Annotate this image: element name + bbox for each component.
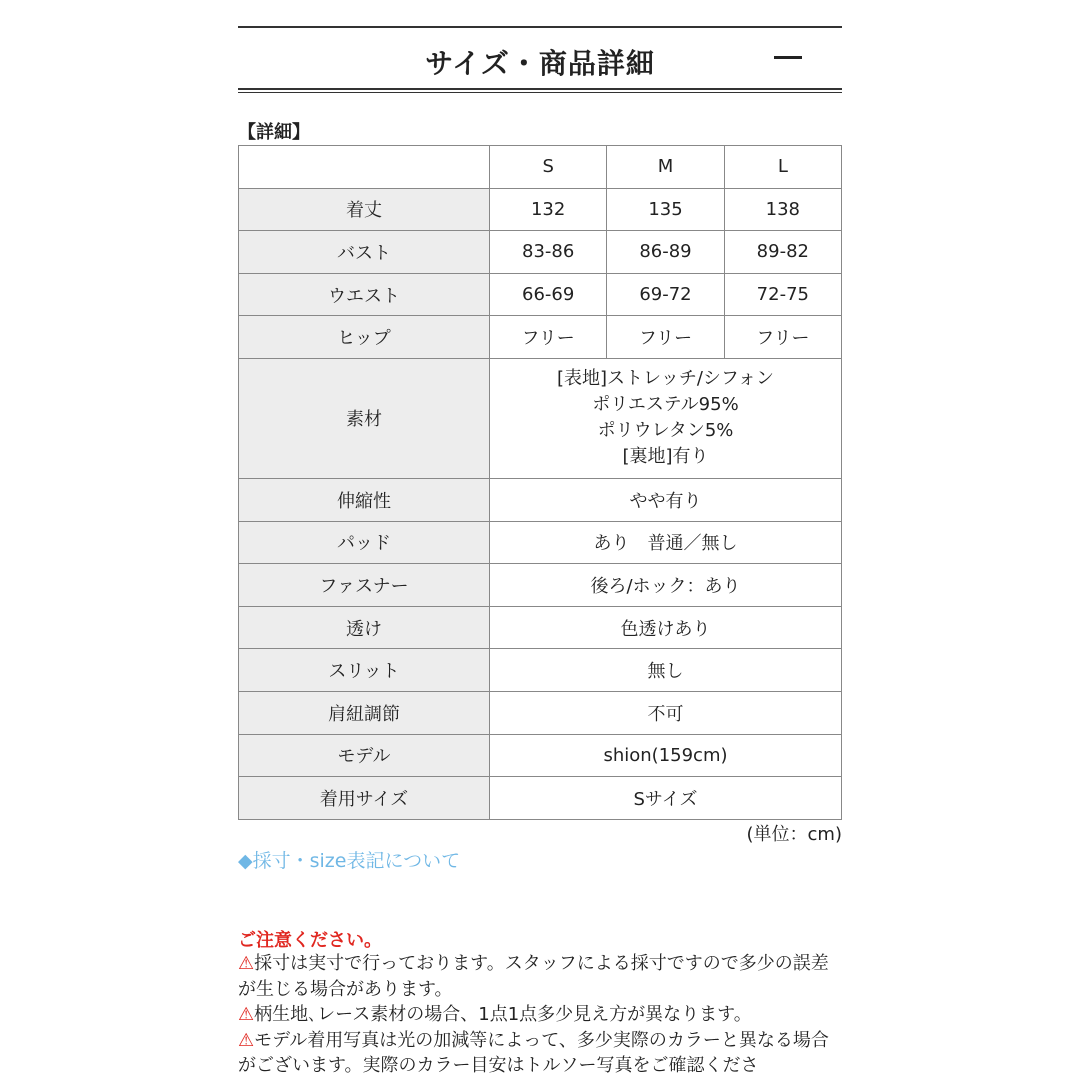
table-row — [239, 316, 842, 359]
cell-length-m: 135 — [607, 188, 724, 231]
cell-pad: あり 普通／無し — [490, 521, 842, 564]
cell-waist-m: 69-72 — [607, 273, 724, 316]
cell-hip-s: フリー — [490, 316, 607, 359]
table-header-row — [239, 146, 842, 189]
row-label-worn-size: 着用サイズ — [239, 777, 490, 820]
table-row — [239, 521, 842, 564]
cell-worn-size: Sサイズ — [490, 777, 842, 820]
cell-bust-s: 83-86 — [490, 231, 607, 274]
cell-stretch: やや有り — [490, 478, 842, 521]
caution-note — [238, 1028, 842, 1079]
cell-bust-l: 89-82 — [724, 231, 841, 274]
material-line: ポリウレタン5% — [597, 420, 734, 442]
cell-waist-s: 66-69 — [490, 273, 607, 316]
caution-note-text: 採寸は実寸で行っております。スタッフによる採寸ですので多少の誤差が生じる場合があります。 — [238, 953, 829, 1000]
cell-strap: 不可 — [490, 691, 842, 734]
table-corner-cell — [239, 146, 490, 189]
cell-hip-l: フリー — [724, 316, 841, 359]
table-row — [239, 358, 842, 478]
caution-note-text: 柄生地､レース素材の場合、1点1点多少見え方が異なります。 — [254, 1004, 752, 1025]
accordion-title: サイズ・商品詳細 — [425, 47, 655, 80]
row-label-bust: バスト — [239, 231, 490, 274]
row-label-slit: スリット — [239, 649, 490, 692]
row-label-fastener: ファスナー — [239, 564, 490, 607]
collapse-minus-icon[interactable] — [774, 56, 802, 59]
row-label-strap: 肩紐調節 — [239, 691, 490, 734]
caution-note-text: モデル着用写真は光の加減等によって、多少実際のカラーと異なる場合がございます。実際のカラー目安はトルソー写真をご確認くださ — [238, 1029, 829, 1076]
caution-notes — [238, 951, 842, 1079]
column-header-s: S — [490, 146, 607, 189]
material-line: [表地]ストレッチ/シフォン — [556, 368, 775, 390]
cell-sheer: 色透けあり — [490, 606, 842, 649]
detail-section-label: 【詳細】 — [238, 122, 310, 143]
table-row — [239, 606, 842, 649]
table-row — [239, 273, 842, 316]
row-label-stretch: 伸縮性 — [239, 478, 490, 521]
cell-model: shion(159cm) — [490, 734, 842, 777]
table-row — [239, 564, 842, 607]
row-label-model: モデル — [239, 734, 490, 777]
material-line: [裏地]有り — [622, 446, 709, 468]
table-row — [239, 231, 842, 274]
table-row — [239, 188, 842, 231]
cell-material — [490, 358, 842, 478]
header-divider-thin — [238, 92, 842, 93]
cell-slit: 無し — [490, 649, 842, 692]
table-row — [239, 734, 842, 777]
size-spec-table — [238, 145, 842, 820]
cell-length-s: 132 — [490, 188, 607, 231]
row-label-hip: ヒップ — [239, 316, 490, 359]
table-row — [239, 691, 842, 734]
caution-note — [238, 951, 842, 1002]
row-label-waist: ウエスト — [239, 273, 490, 316]
warning-icon: ⚠ — [238, 1004, 255, 1025]
cell-fastener: 後ろ/ホック：あり — [490, 564, 842, 607]
cell-bust-m: 86-89 — [607, 231, 724, 274]
cell-length-l: 138 — [724, 188, 841, 231]
caution-note — [238, 1002, 842, 1028]
material-line: ポリエステル95% — [592, 394, 739, 416]
table-row — [239, 777, 842, 820]
header-divider — [238, 88, 842, 90]
column-header-m: M — [607, 146, 724, 189]
cell-hip-m: フリー — [607, 316, 724, 359]
warning-icon: ⚠ — [238, 1029, 255, 1051]
column-header-l: L — [724, 146, 841, 189]
row-label-length: 着丈 — [239, 188, 490, 231]
table-row — [239, 478, 842, 521]
row-label-sheer: 透け — [239, 606, 490, 649]
warning-icon: ⚠ — [238, 953, 255, 974]
row-label-material: 素材 — [239, 358, 490, 478]
caution-title: ご注意ください。 — [238, 930, 382, 951]
unit-note: (単位：cm) — [746, 824, 842, 845]
cell-waist-l: 72-75 — [724, 273, 841, 316]
row-label-pad: パッド — [239, 521, 490, 564]
accordion-header[interactable] — [238, 28, 842, 88]
table-row — [239, 649, 842, 692]
size-guide-link[interactable]: ◆採寸・size表記について — [238, 850, 461, 872]
